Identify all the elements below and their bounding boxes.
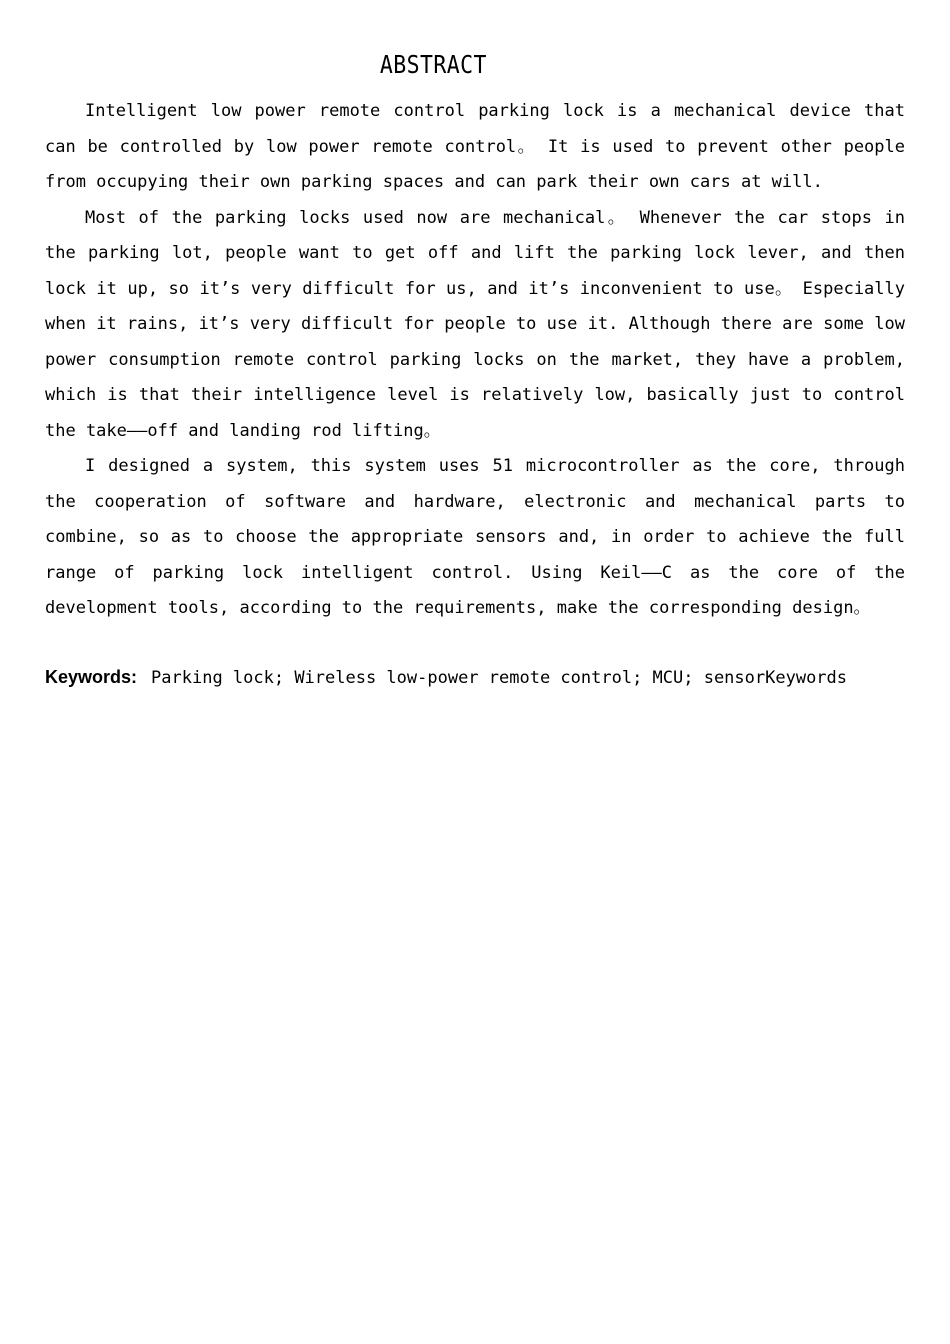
keywords-text: Parking lock; Wireless low-power remote control; MCU; sensorKeywords xyxy=(151,668,848,688)
keywords-line xyxy=(45,660,925,696)
abstract-paragraph-3: I designed a system, this system uses 51 microcontroller as the core, through the cooperation of software and hardware, electronic and mechanical parts to combine, so as to choose the appropriate sensors and, in order to achieve the full range of parking lock intelligent control. Using Keil——C as the core of the development tools, according to the requirements, make the corresponding design。 xyxy=(45,456,905,618)
abstract-paragraph-1: Intelligent low power remote control parking lock is a mechanical device that can be controlled by low power remote control。 It is used to prevent other people from occupying their own parking spaces and can park their own cars at will. xyxy=(45,101,905,192)
abstract-title: ABSTRACT xyxy=(379,50,487,79)
abstract-paragraph-2: Most of the parking locks used now are mechanical。 Whenever the car stops in the parking lot, people want to get off and lift the parking lock lever, and then lock it up, so it’s very difficult for us, and it’s inconvenient to use。 Especially when it rains, it’s very difficult for people to use it. Although there are some low power consumption remote control parking locks on the market, they have a problem, which is that their intelligence level is relatively low, basically just to control the take——off and landing rod lifting。 xyxy=(45,207,905,441)
keywords-label: Keywords: xyxy=(45,667,138,687)
abstract-body xyxy=(45,94,905,627)
